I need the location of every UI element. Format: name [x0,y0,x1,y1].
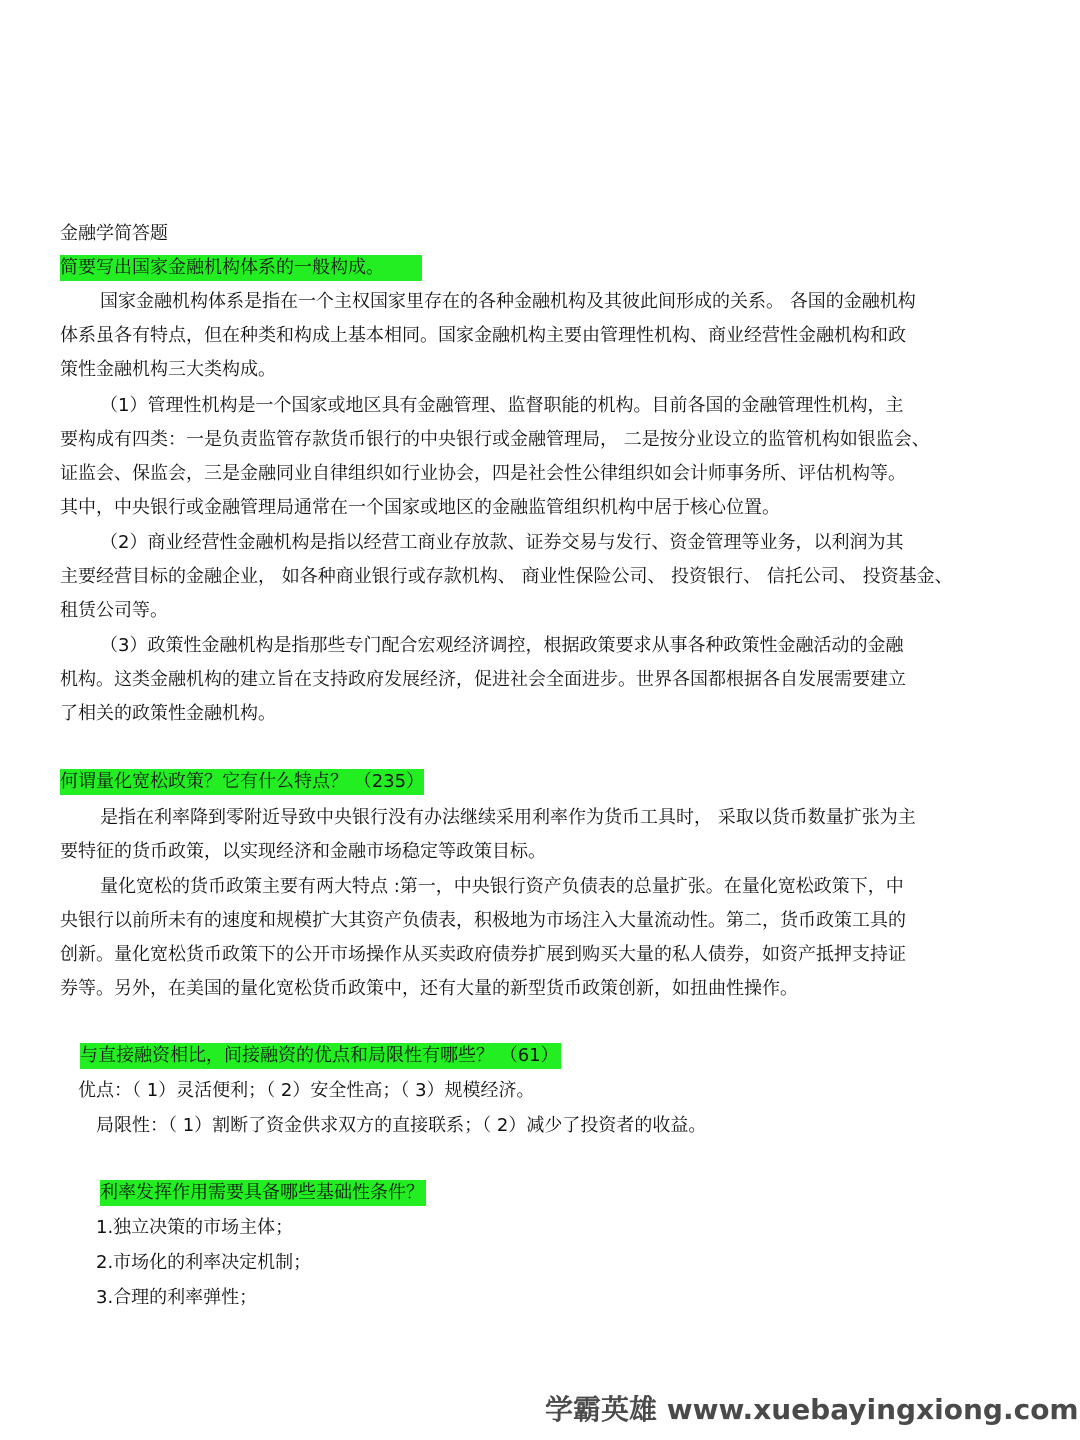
watermark: 学霸英雄 www.xuebayingxiong.com [545,1393,1079,1426]
q1-p2-line4: 其中，中央银行或金融管理局通常在一个国家或地区的金融监管组织机构中居于核心位置。 [60,497,780,518]
q1-p1-line1: 国家金融机构体系是指在一个主权国家里存在的各种金融机构及其彼此间形成的关系。 各国的金融机构 [100,291,916,312]
q1-title-highlight: 简要写出国家金融机构体系的一般构成。 [60,255,422,281]
q2-p2-line2: 央银行以前所未有的速度和规模扩大其资产负债表，积极地为市场注入大量流动性。第二，货币政策工具的 [60,910,906,931]
q4-item-2: 2.市场化的利率决定机制； [96,1252,312,1273]
q4-title-highlight: 利率发挥作用需要具备哪些基础性条件？ [100,1180,426,1206]
q1-p1-line2: 体系虽各有特点，但在种类和构成上基本相同。国家金融机构主要由管理性机构、商业经营性金融机构和政 [60,325,906,346]
q1-p4-line1: （3）政策性金融机构是指那些专门配合宏观经济调控，根据政策要求从事各种政策性金融活动的金融 [100,635,904,656]
q2-p2-line4: 券等。另外，在美国的量化宽松货币政策中，还有大量的新型货币政策创新，如扭曲性操作。 [60,978,798,999]
q4-item-1: 1.独立决策的市场主体； [96,1217,294,1238]
q1-p2-line1: （1）管理性机构是一个国家或地区具有金融管理、监督职能的机构。目前各国的金融管理性机构，主 [100,395,904,416]
q1-p3-line2: 主要经营目标的金融企业， 如各种商业银行或存款机构、 商业性保险公司、 投资银行、 信托公司、 投资基金、 [60,566,953,587]
q1-p1-line3: 策性金融机构三大类构成。 [60,359,276,380]
q2-p2-line1: 量化宽松的货币政策主要有两大特点 :第一，中央银行资产负债表的总量扩张。在量化宽松政策下，中 [100,876,904,897]
q2-p1-line1: 是指在利率降到零附近导致中央银行没有办法继续采用利率作为货币工具时， 采取以货币数量扩张为主 [100,807,916,828]
q3-limitations: 局限性：（ 1）割断了资金供求双方的直接联系；（ 2）减少了投资者的收益。 [96,1115,707,1136]
q1-p4-line2: 机构。这类金融机构的建立旨在支持政府发展经济，促进社会全面进步。世界各国都根据各自发展需要建立 [60,669,906,690]
q3-title-highlight: 与直接融资相比，间接融资的优点和局限性有哪些？ （61） [80,1043,561,1069]
q3-advantages: 优点：（ 1）灵活便利；（ 2）安全性高；（ 3）规模经济。 [78,1080,535,1101]
q4-title [100,1180,426,1206]
q2-p2-line3: 创新。量化宽松货币政策下的公开市场操作从买卖政府债券扩展到购买大量的私人债券，如资产抵押支持证 [60,944,906,965]
q1-p2-line2: 要构成有四类：一是负责监管存款货币银行的中央银行或金融管理局， 二是按分业设立的监管机构如银监会、 [60,429,930,450]
q4-item-3: 3.合理的利率弹性； [96,1287,258,1308]
q1-p2-line3: 证监会、保监会，三是金融同业自律组织如行业协会，四是社会性公律组织如会计师事务所、评估机构等。 [60,463,906,484]
q3-title [80,1043,561,1069]
q2-p1-line2: 要特征的货币政策，以实现经济和金融市场稳定等政策目标。 [60,841,546,862]
q1-p3-line1: （2）商业经营性金融机构是指以经营工商业存放款、证券交易与发行、资金管理等业务，以利润为其 [100,532,904,553]
doc-title: 金融学简答题 [60,223,168,244]
q2-title-highlight: 何谓量化宽松政策？它有什么特点？ （235） [60,769,424,795]
q1-p3-line3: 租赁公司等。 [60,600,168,621]
q2-title [60,769,424,795]
q1-title [60,255,422,281]
q1-p4-line3: 了相关的政策性金融机构。 [60,703,276,724]
